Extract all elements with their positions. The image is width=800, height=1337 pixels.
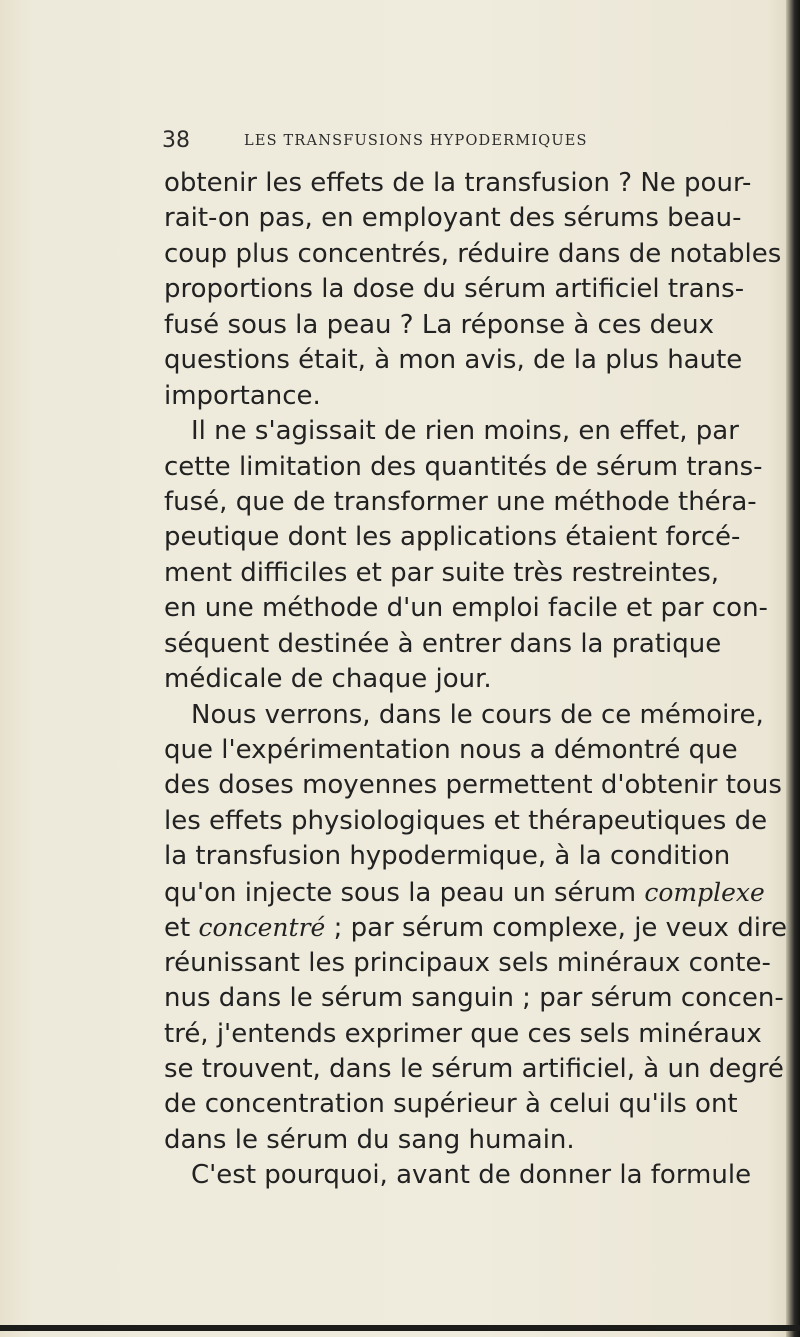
text-line: de concentration supérieur à celui qu'ils ont	[164, 1089, 738, 1120]
paragraph-start-line: Nous verrons, dans le cours de ce mémoire,	[191, 699, 764, 730]
text-line: la transfusion hypodermique, à la condition	[164, 841, 731, 872]
text-line: questions était, à mon avis, de la plus haute	[164, 345, 743, 376]
emphasis-concentre: concentré	[198, 913, 326, 943]
page-number: 38	[162, 128, 190, 153]
text-line: rait-on pas, en employant des sérums beau-	[164, 203, 742, 234]
text-line: séquent destinée à entrer dans la pratique	[164, 628, 722, 659]
text-line	[164, 875, 765, 910]
text-line	[164, 910, 788, 945]
page-header	[162, 128, 722, 158]
text-line: fusé, que de transformer une méthode théra-	[164, 486, 757, 517]
body-text	[164, 166, 788, 1194]
text-line: que l'expérimentation nous a démontré que	[164, 735, 738, 765]
text-line: réunissant les principaux sels minéraux conte-	[164, 947, 771, 978]
text-line: proportions la dose du sérum artificiel trans-	[164, 274, 745, 305]
text-line: peutique dont les applications étaient forcé-	[164, 522, 741, 553]
book-gutter-shadow	[786, 0, 800, 1337]
text-line: se trouvent, dans le sérum artificiel, à un degré	[164, 1053, 784, 1084]
text-line: dans le sérum du sang humain.	[164, 1124, 575, 1155]
text-line: des doses moyennes permettent d'obtenir tous	[164, 770, 782, 801]
text-line: fusé sous la peau ? La réponse à ces deux	[164, 309, 714, 340]
text-run: et	[164, 913, 199, 944]
text-line: médicale de chaque jour.	[164, 664, 492, 695]
text-line: obtenir les effets de la transfusion ? Ne pour-	[164, 168, 752, 198]
text-line: importance.	[164, 380, 321, 411]
text-line: coup plus concentrés, réduire dans de notables	[164, 238, 782, 269]
bottom-edge-rule	[0, 1325, 800, 1331]
text-line: ment difficiles et par suite très restreintes,	[164, 557, 720, 588]
paragraph-start-line: Il ne s'agissait de rien moins, en effet, par	[191, 416, 739, 447]
text-line: cette limitation des quantités de sérum trans-	[164, 451, 763, 482]
emphasis-complexe: complexe	[644, 877, 765, 907]
text-line: en une méthode d'un emploi facile et par con-	[164, 593, 768, 624]
text-line: les effets physiologiques et thérapeutiques de	[164, 805, 768, 836]
text-line: nus dans le sérum sanguin ; par sérum concen-	[164, 983, 784, 1014]
text-run: ; par sérum complexe, je veux dire	[325, 913, 788, 944]
text-line: tré, j'entends exprimer que ces sels minéraux	[164, 1018, 762, 1049]
running-head: LES TRANSFUSIONS HYPODERMIQUES	[244, 133, 588, 149]
text-run: qu'on injecte sous la peau un sérum	[164, 877, 645, 908]
paragraph-start-line: C'est pourquoi, avant de donner la formule	[191, 1160, 752, 1191]
